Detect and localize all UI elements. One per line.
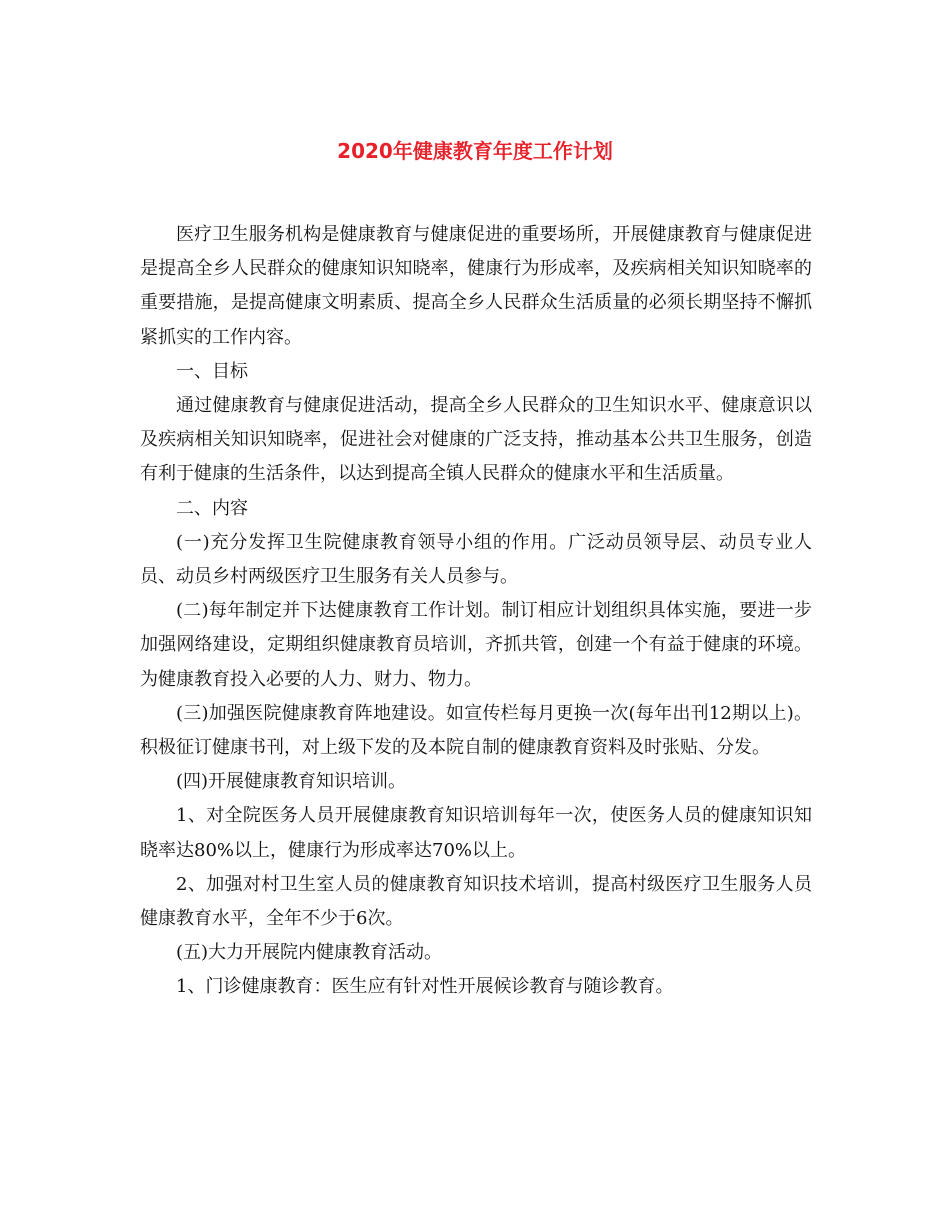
heading-item-5: (五)大力开展院内健康教育活动。 (176, 942, 443, 964)
document-body (140, 218, 812, 1005)
paragraph-item-3: (三)加强医院健康教育阵地建设。如宣传栏每月更换一次(每年出刊12期以上)。积极征订健康书刊，对上级下发的及本院自制的健康教育资料及时张贴、分发。 (140, 702, 812, 759)
paragraph-item-4-1: 1、对全院医务人员开展健康教育知识培训每年一次，使医务人员的健康知识知晓率达80%以上，健康行为形成率达70%以上。 (140, 805, 812, 861)
paragraph-goals: 通过健康教育与健康促进活动，提高全乡人民群众的卫生知识水平、健康意识以及疾病相关知识知晓率，促进社会对健康的广泛支持，推动基本公共卫生服务，创造有利于健康的生活条件，以达到提高全镇人民群众的健康水平和生活质量。 (140, 395, 812, 485)
paragraph-item-2: (二)每年制定并下达健康教育工作计划。制订相应计划组织具体实施，要进一步加强网络建设，定期组织健康教育员培训，齐抓共管，创建一个有益于健康的环境。为健康教育投入必要的人力、财力、物力。 (140, 600, 812, 690)
heading-item-4: (四)开展健康教育知识培训。 (176, 771, 407, 793)
document-title: 2020年健康教育年度工作计划 (337, 139, 613, 163)
paragraph-item-4-2: 2、加强对村卫生室人员的健康教育知识技术培训，提高村级医疗卫生服务人员健康教育水平，全年不少于6次。 (140, 873, 812, 930)
heading-goals: 一、目标 (176, 360, 248, 382)
paragraph-item-5-1: 1、门诊健康教育：医生应有针对性开展候诊教育与随诊教育。 (176, 976, 674, 998)
heading-content: 二、内容 (176, 497, 248, 519)
paragraph-item-1: (一)充分发挥卫生院健康教育领导小组的作用。广泛动员领导层、动员专业人员、动员乡村两级医疗卫生服务有关人员参与。 (140, 531, 812, 588)
paragraph-intro: 医疗卫生服务机构是健康教育与健康促进的重要场所，开展健康教育与健康促进是提高全乡人民群众的健康知识知晓率，健康行为形成率，及疾病相关知识知晓率的重要措施，是提高健康文明素质、提高全乡人民群众生活质量的必须长期坚持不懈抓紧抓实的工作内容。 (140, 224, 812, 348)
